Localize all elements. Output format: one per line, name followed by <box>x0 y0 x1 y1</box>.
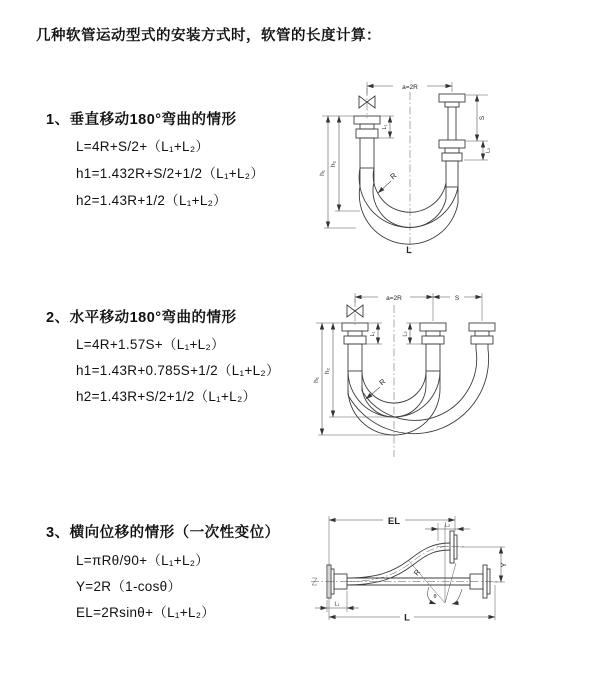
label-theta: θ <box>433 594 437 600</box>
dimension-h2 <box>329 323 394 417</box>
section-3-formula-el: EL=2Rsinθ+（L₁+L₂） <box>76 605 216 620</box>
label-r: R <box>411 567 423 578</box>
page-title: 几种软管运动型式的安装方式时，软管的长度计算： <box>36 28 381 44</box>
label-l2: L₂ <box>402 331 409 337</box>
top-flange-moved <box>450 531 457 563</box>
label-l1: L₁ <box>334 601 340 608</box>
hose-curves <box>359 168 458 244</box>
diagram-lateral-displacement <box>305 505 565 655</box>
right-fitting-positions <box>439 94 465 187</box>
dimension-el <box>329 514 455 620</box>
radius-leader <box>366 387 380 399</box>
label-l2: L₂ <box>485 147 492 154</box>
right-fitting-moved <box>469 323 495 344</box>
radius-leader <box>378 181 391 193</box>
braided-hose-right <box>446 161 458 187</box>
label-l: L <box>404 612 410 624</box>
label-r: R <box>388 170 399 182</box>
section-3-formula-l: L=πRθ/90+（L₁+L₂） <box>76 553 210 568</box>
label-y: Y <box>499 562 508 568</box>
label-el: EL <box>387 516 401 527</box>
section-2-formula-h1: h1=1.43R+0.785S+1/2（L₁+L₂） <box>76 363 280 378</box>
label-h2: h₂ <box>324 367 331 375</box>
label-l1: L₁ <box>370 331 376 337</box>
section-2-formula-h2: h2=1.43R+S/2+1/2（L₁+L₂） <box>76 389 257 404</box>
braided-hose-left <box>360 138 374 168</box>
diagram-horizontal-180-bend <box>300 283 545 463</box>
left-fitting <box>354 116 380 168</box>
middle-fitting <box>420 323 446 371</box>
label-r: R <box>377 376 388 388</box>
label-h1: h₁ <box>319 170 326 176</box>
label-l2: L₂ <box>444 522 451 529</box>
dimension-l2 <box>464 141 488 160</box>
braided-hose-middle <box>426 344 440 371</box>
braided-hose-left <box>348 344 362 371</box>
label-h1: h₁ <box>313 377 320 383</box>
label-s: S <box>454 295 460 302</box>
label-a-2r: a=2R <box>386 295 402 302</box>
label-a-2r: a=2R <box>402 84 418 91</box>
left-fitting <box>342 323 368 371</box>
label-s: S <box>479 115 486 121</box>
centerlines <box>311 547 499 582</box>
diagram-vertical-180-bend <box>298 72 533 257</box>
section-2-formula-l: L=4R+1.57S+（L₁+L₂） <box>76 337 225 352</box>
section-1-formula-l: L=4R+S/2+（L₁+L₂） <box>76 139 210 154</box>
section-3-formula-y: Y=2R（1-cosθ） <box>76 579 182 594</box>
section-1-heading: 1、垂直移动180°弯曲的情形 <box>46 112 237 128</box>
section-1-formula-h1: h1=1.432R+S/2+1/2（L₁+L₂） <box>76 166 265 181</box>
section-3-heading: 3、横向位移的情形（一次性变位） <box>46 525 280 541</box>
label-l: L <box>406 245 412 255</box>
hose-curves <box>348 344 489 435</box>
section-1-formula-h2: h2=1.43R+1/2（L₁+L₂） <box>76 193 227 208</box>
dimension-l <box>329 585 495 621</box>
section-2-heading: 2、水平移动180°弯曲的情形 <box>46 310 237 326</box>
label-h2: h₂ <box>330 160 337 168</box>
label-l1: L₁ <box>382 124 388 130</box>
